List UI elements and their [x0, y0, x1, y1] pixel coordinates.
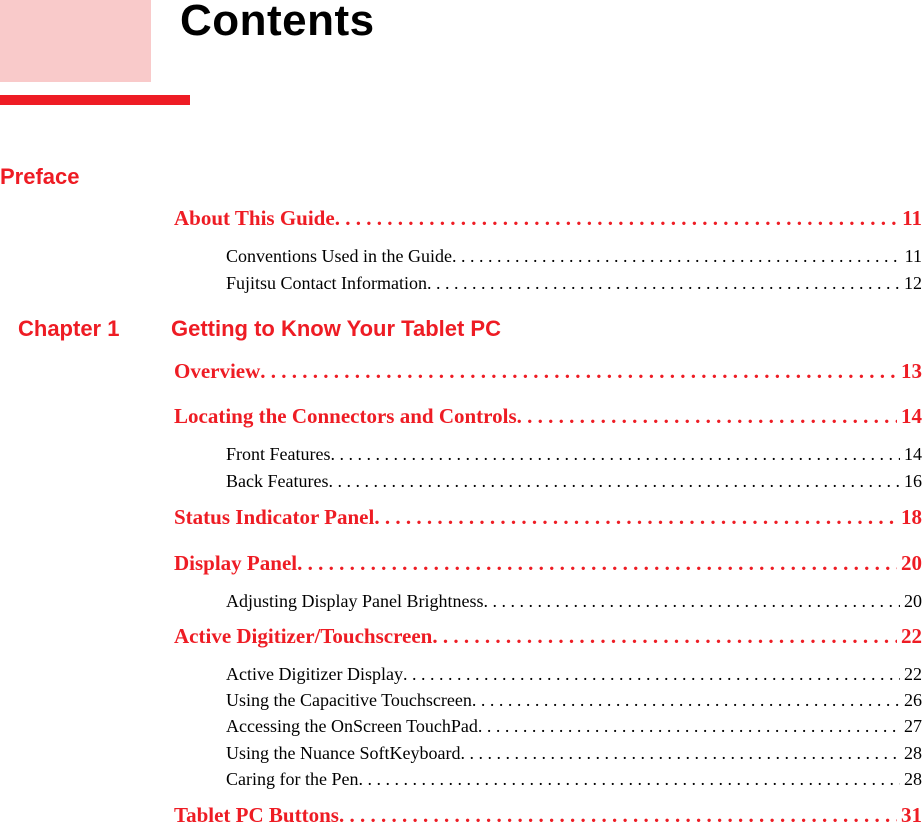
leader-dots — [517, 404, 897, 429]
toc-entry-connectors-controls[interactable] — [174, 404, 922, 432]
toc-entry-overview[interactable] — [174, 359, 922, 387]
toc-entry-title: Conventions Used in the Guide — [226, 246, 452, 266]
toc-entry-title: Caring for the Pen — [226, 769, 359, 789]
leader-dots — [452, 246, 901, 267]
toc-entry-page: 31 — [901, 803, 922, 827]
leader-dots — [339, 803, 897, 828]
toc-entry-page: 13 — [901, 359, 922, 383]
page-title: Contents — [180, 0, 375, 45]
toc-entry-active-digitizer-touchscreen[interactable] — [174, 624, 922, 652]
toc-entry-page: 18 — [901, 505, 922, 529]
leader-dots — [330, 444, 900, 465]
toc-entry-back-features[interactable] — [226, 471, 922, 493]
toc-entry-page: 22 — [904, 664, 922, 684]
toc-entry-about-this-guide[interactable] — [174, 206, 922, 234]
header-rule — [0, 95, 190, 105]
toc-entry-onscreen-touchpad[interactable] — [226, 716, 922, 738]
toc-entry-conventions[interactable] — [226, 246, 922, 268]
toc-entry-page: 28 — [904, 743, 922, 763]
toc-entry-page: 11 — [904, 246, 922, 266]
header-decor-block — [0, 0, 151, 82]
toc-entry-title: Locating the Connectors and Controls — [174, 404, 517, 428]
leader-dots — [460, 743, 900, 764]
toc-entry-page: 27 — [904, 716, 922, 736]
toc-entry-page: 12 — [904, 273, 922, 293]
toc-entry-title: Active Digitizer/Touchscreen — [174, 624, 433, 648]
leader-dots — [358, 769, 900, 790]
toc-entry-title: Adjusting Display Panel Brightness — [226, 591, 484, 611]
toc-entry-capacitive-touchscreen[interactable] — [226, 690, 922, 712]
toc-entry-title: Back Features — [226, 471, 329, 491]
toc-entry-title: Overview — [174, 359, 261, 383]
toc-entry-page: 26 — [904, 690, 922, 710]
leader-dots — [374, 505, 897, 530]
toc-entry-display-panel[interactable] — [174, 551, 922, 579]
toc-entry-page: 14 — [901, 404, 922, 428]
toc-entry-tablet-pc-buttons[interactable] — [174, 803, 922, 831]
toc-entry-title: Status Indicator Panel — [174, 505, 375, 529]
leader-dots — [328, 471, 900, 492]
leader-dots — [335, 206, 898, 231]
toc-entry-page: 11 — [902, 206, 922, 230]
toc-entry-active-digitizer-display[interactable] — [226, 664, 922, 686]
leader-dots — [484, 591, 901, 612]
toc-entry-caring-for-pen[interactable] — [226, 769, 922, 791]
leader-dots — [432, 624, 897, 649]
toc-entry-display-brightness[interactable] — [226, 591, 922, 613]
leader-dots — [297, 551, 897, 576]
toc-entry-front-features[interactable] — [226, 444, 922, 466]
toc-entry-status-indicator[interactable] — [174, 505, 922, 533]
toc-entry-nuance-softkeyboard[interactable] — [226, 743, 922, 765]
toc-entry-title: About This Guide — [174, 206, 335, 230]
toc-entry-title: Display Panel — [174, 551, 298, 575]
toc-entry-title: Fujitsu Contact Information — [226, 273, 427, 293]
toc-entry-fujitsu-contact[interactable] — [226, 273, 922, 295]
chapter-number: Chapter 1 — [18, 316, 120, 341]
toc-entry-page: 22 — [901, 624, 922, 648]
toc-entry-title: Tablet PC Buttons — [174, 803, 339, 827]
leader-dots — [260, 359, 897, 384]
toc-entry-title: Using the Nuance SoftKeyboard — [226, 743, 461, 763]
leader-dots — [472, 690, 900, 711]
toc-entry-title: Accessing the OnScreen TouchPad — [226, 716, 478, 736]
toc-entry-title: Front Features — [226, 444, 331, 464]
toc-entry-page: 28 — [904, 769, 922, 789]
leader-dots — [478, 716, 900, 737]
preface-heading: Preface — [0, 164, 80, 189]
toc-entry-page: 20 — [904, 591, 922, 611]
toc-entry-title: Using the Capacitive Touchscreen — [226, 690, 472, 710]
leader-dots — [403, 664, 900, 685]
toc-entry-page: 16 — [904, 471, 922, 491]
toc-entry-title: Active Digitizer Display — [226, 664, 403, 684]
chapter-title: Getting to Know Your Tablet PC — [171, 316, 501, 341]
toc-entry-page: 14 — [904, 444, 922, 464]
leader-dots — [427, 273, 900, 294]
toc-entry-page: 20 — [901, 551, 922, 575]
